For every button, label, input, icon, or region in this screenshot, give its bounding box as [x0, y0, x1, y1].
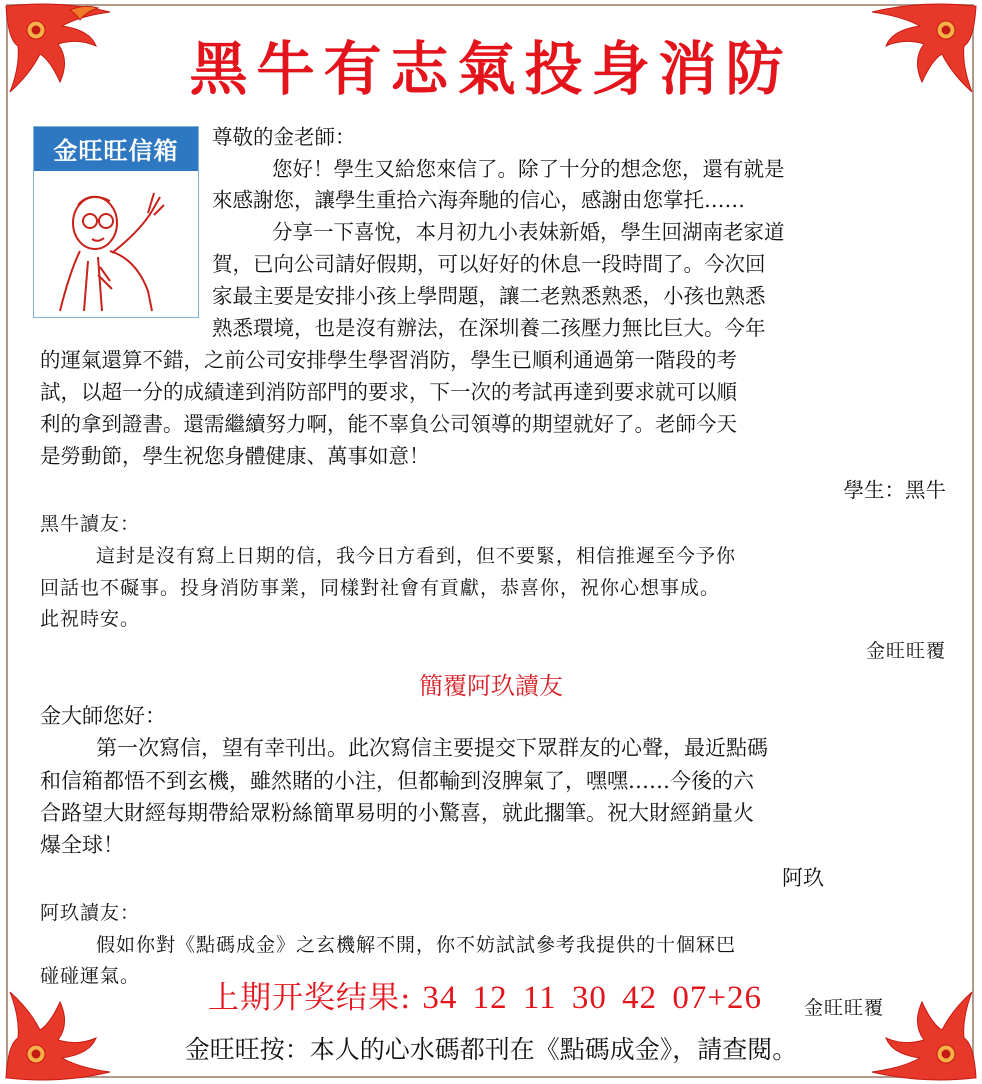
reply2-signature: 金旺旺覆: [804, 997, 885, 1019]
letter1-line: 是勞動節，學生祝您身體健康、萬事如意！: [40, 444, 430, 468]
mailbox-label: 金旺旺信箱: [34, 127, 198, 171]
letter1-greeting: 尊敬的金老師：: [212, 125, 356, 149]
letter1-line: 利的拿到證書。還需繼續努力啊，能不辜負公司領導的期望就好了。老師今天: [40, 412, 737, 436]
lottery-result: [208, 972, 762, 1017]
letter2-line: 和信箱都悟不到玄機，雖然賭的小注，但都輸到沒脾氣了，嘿嘿……今後的六: [40, 769, 754, 793]
letter2-line: 爆全球！: [40, 833, 124, 857]
letter1-line: 賀，已向公司請好假期，可以好好的休息一段時間了。今次回: [212, 252, 766, 276]
reply2-line: 假如你對《點碼成金》之玄機解不開，你不妨試試參考我提供的十個冧巴: [96, 934, 737, 956]
letter2-line: 第一次寫信，望有幸刊出。此次寫信主要提交下眾群友的心聲，最近點碼: [96, 736, 768, 760]
letter1-line: 分享一下喜悅，本月初九小表妹新婚，學生回湖南老家道: [272, 220, 785, 244]
reply1-line: 回話也不礙事。投身消防事業，同樣對社會有貢獻，恭喜你，祝你心想事成。: [40, 577, 721, 599]
letter1-line: 家最主要是安排小孩上學問題，讓二老熟悉熟悉，小孩也熟悉: [212, 284, 766, 308]
footer-note: 金旺旺按：本人的心水碼都刊在《點碼成金》，請查閱。: [184, 1035, 798, 1064]
letter1-line: 熟悉環境，也是沒有辦法，在深圳養二孩壓力無比巨大。今年: [212, 316, 766, 340]
letter1-signature: 學生：黑牛: [843, 478, 946, 502]
mailbox-badge: [33, 126, 199, 318]
lottery-result-label: 上期开奖结果:: [208, 980, 412, 1016]
reply1-signature: 金旺旺覆: [865, 640, 946, 662]
reply2-greeting: 阿玖讀友：: [40, 902, 141, 924]
letter1-line: 試，以超一分的成績達到消防部門的要求，下一次的考試再達到要求就可以順: [40, 380, 737, 404]
letter1-line: 來感謝您，讓學生重拾六海奔馳的信心，感謝由您掌托……: [212, 188, 745, 212]
reply1-greeting: 黑牛讀友：: [40, 513, 141, 535]
teacher-illustration: [40, 171, 192, 313]
letter1-line: 的運氣還算不錯，之前公司安排學生學習消防，學生已順利通過第一階段的考: [40, 348, 737, 372]
letter2-greeting: 金大師您好：: [40, 704, 166, 728]
reply2-line: 碰碰運氣。: [40, 965, 141, 987]
lottery-result-numbers: 34 12 11 30 42 07+26: [422, 980, 762, 1016]
letter2-line: 合路望大財經每期帶給眾粉絲簡單易明的小驚喜，就此擱筆。祝大財經銷量火: [40, 801, 754, 825]
letter1-line: 您好！學生又給您來信了。除了十分的想念您，還有就是: [272, 157, 785, 181]
reply1-line: 此祝時安。: [40, 608, 141, 630]
letter2-signature: 阿玖: [782, 866, 824, 890]
section-subheading: 簡覆阿玖讀友: [419, 672, 563, 700]
page-title: 黑牛有志氣投身消防: [189, 35, 793, 103]
reply1-line: 這封是沒有寫上日期的信，我今日方看到，但不要緊，相信推遲至今予你: [96, 545, 737, 567]
